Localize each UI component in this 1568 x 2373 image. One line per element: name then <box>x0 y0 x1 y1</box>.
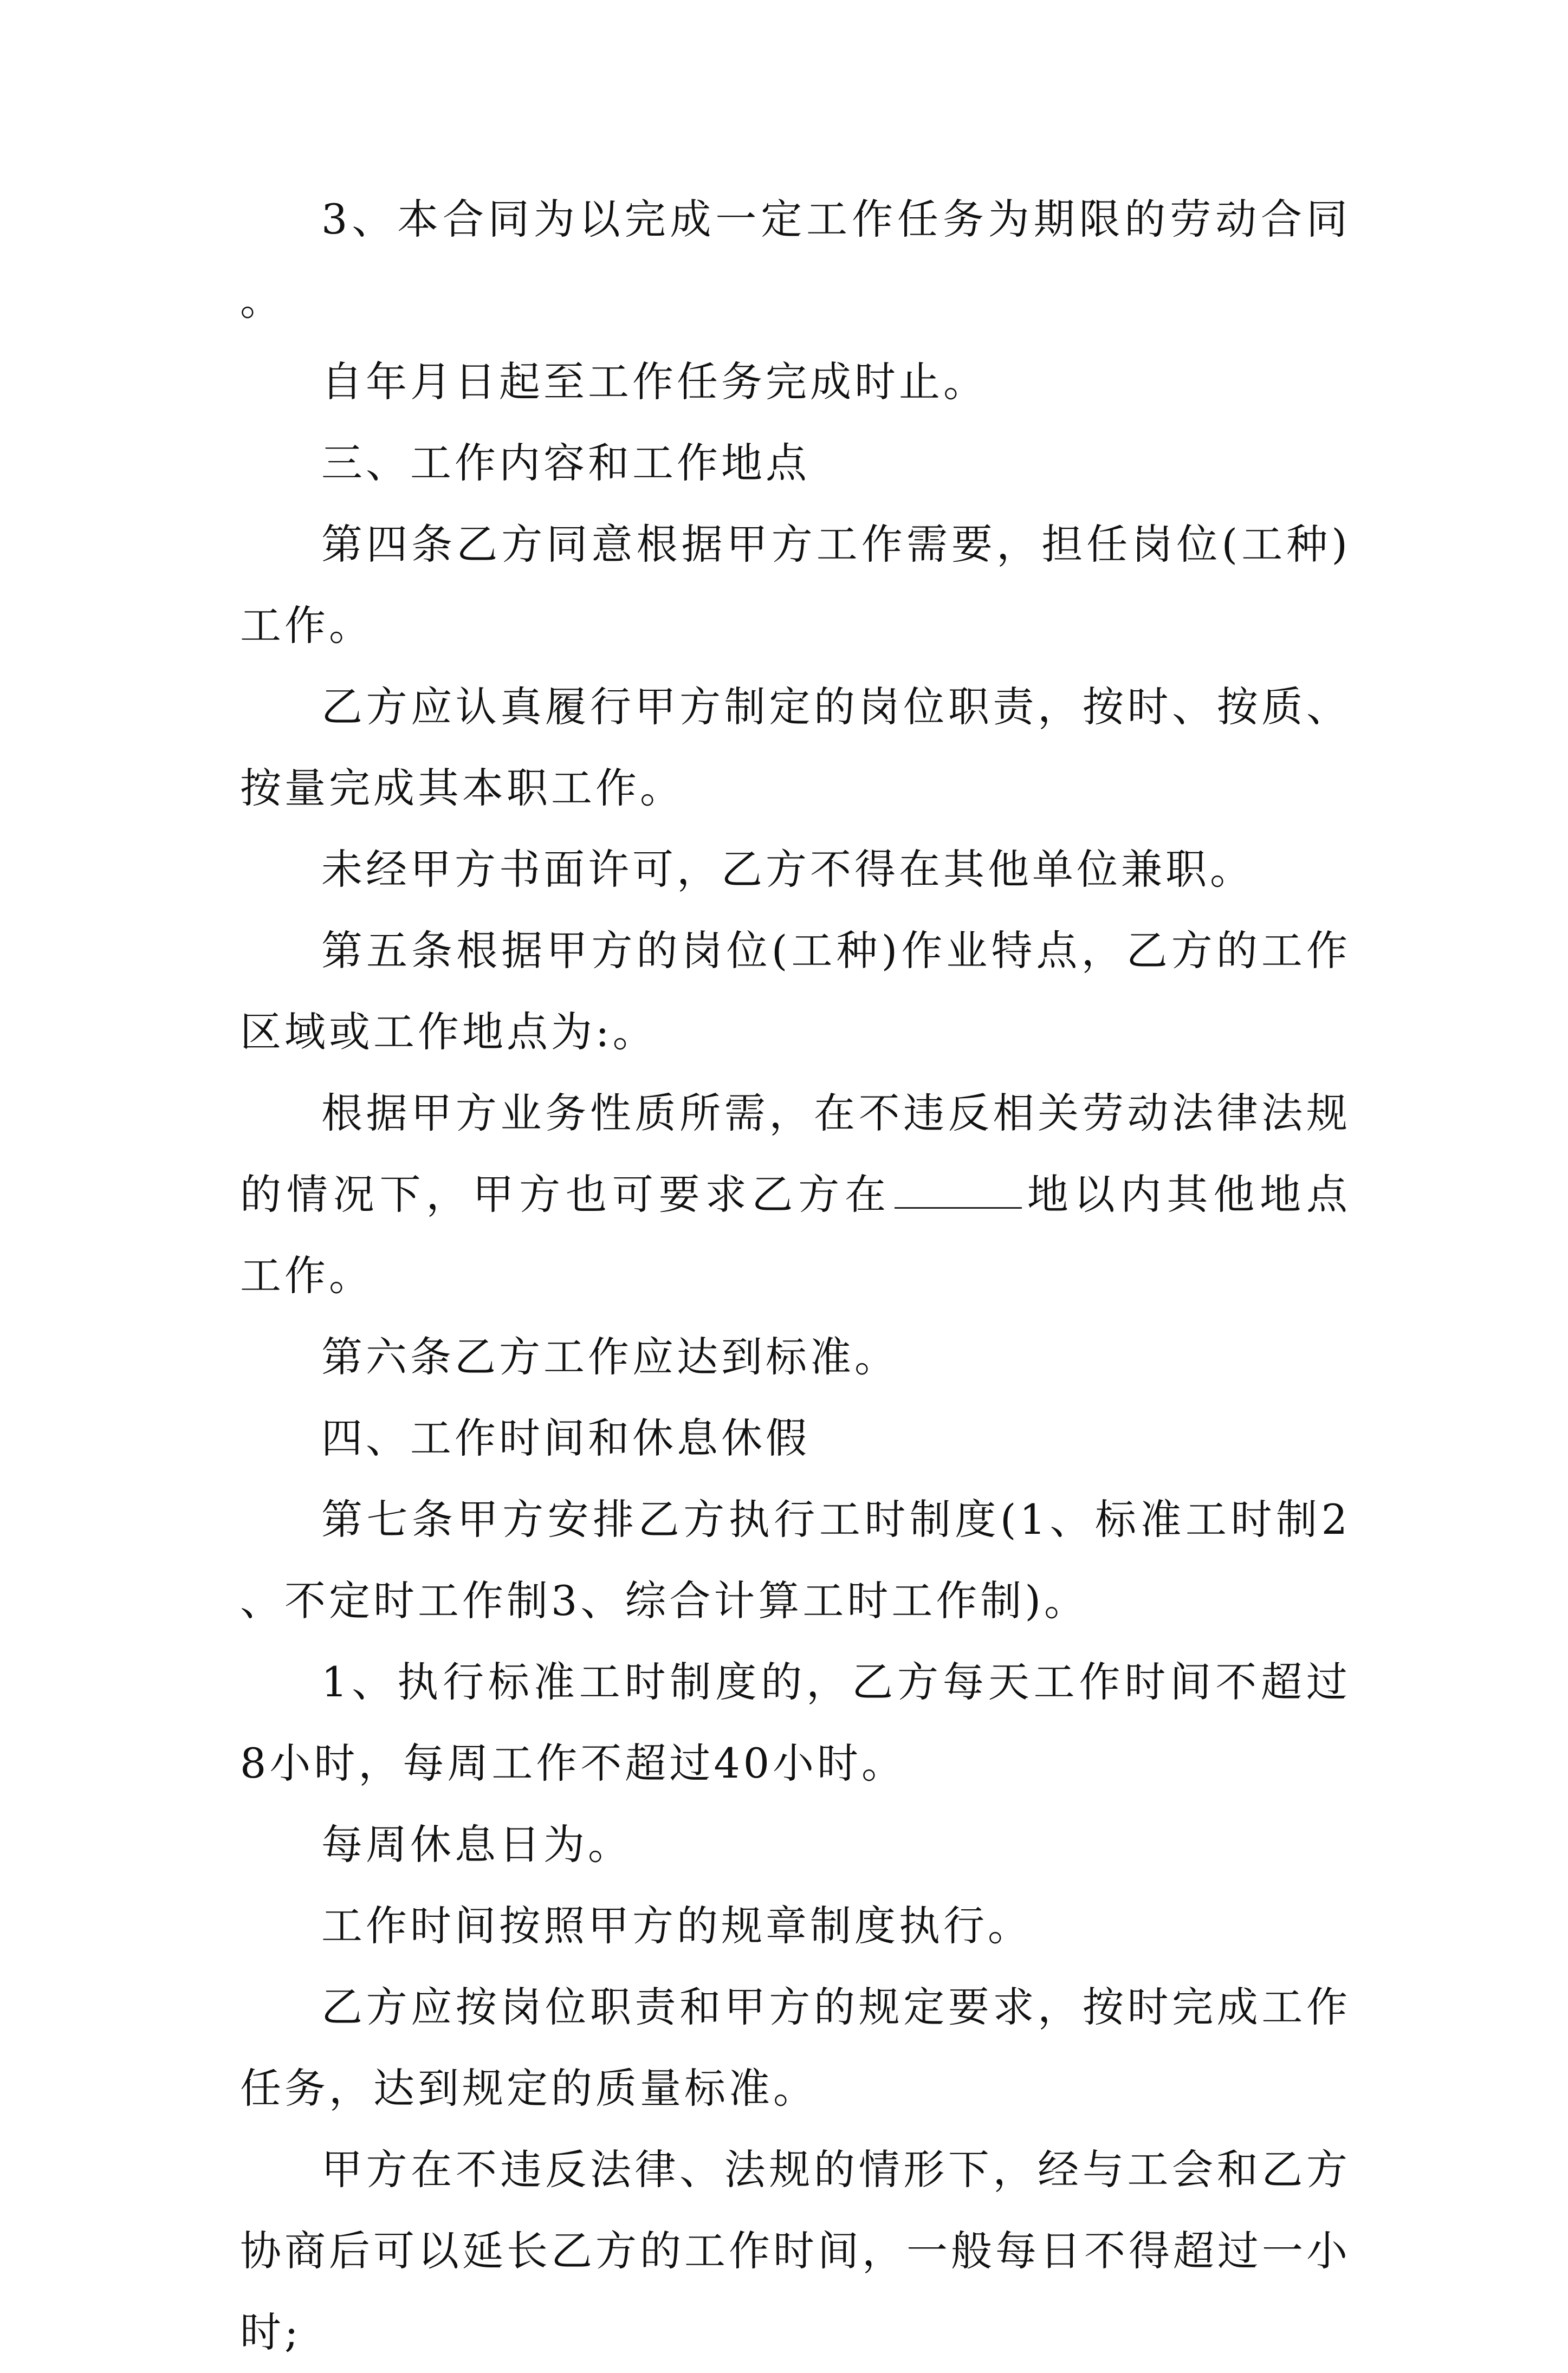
paragraph-no-moonlighting: 未经甲方书面许可，乙方不得在其他单位兼职。 <box>321 845 1254 893</box>
paragraph-contract-term: 3、本合同为以完成一定工作任务为期限的劳动合同。 <box>240 195 1351 325</box>
section-heading-work-content: 三、工作内容和工作地点 <box>321 439 810 487</box>
document-body <box>240 179 1351 2373</box>
paragraph-standard-hours: 1、执行标准工时制度的，乙方每天工作时间不超过8小时，每周工作不超过40小时。 <box>240 1658 1351 1787</box>
paragraph-start-date: 自年月日起至工作任务完成时止。 <box>321 358 988 406</box>
paragraph-overtime: 甲方在不违反法律、法规的情形下，经与工会和乙方协商后可以延长乙方的工作时间，一般每日不得超过一小时; <box>240 2145 1351 2356</box>
paragraph-article-6: 第六条乙方工作应达到标准。 <box>321 1333 899 1381</box>
paragraph-article-7: 第七条甲方安排乙方执行工时制度(1、标准工时制2、不定时工作制3、综合计算工时工作制)。 <box>240 1495 1351 1625</box>
section-heading-working-hours: 四、工作时间和休息休假 <box>321 1414 810 1462</box>
fill-in-blank-line <box>895 1207 1022 1209</box>
paragraph-other-location <box>240 1073 1351 1317</box>
paragraph-quality-standard: 乙方应按岗位职责和甲方的规定要求，按时完成工作任务，达到规定的质量标准。 <box>240 1983 1351 2112</box>
paragraph-article-5: 第五条根据甲方的岗位(工种)作业特点，乙方的工作区域或工作地点为:。 <box>240 926 1351 1056</box>
paragraph-work-rules: 工作时间按照甲方的规章制度执行。 <box>321 1902 1032 1950</box>
paragraph-rest-day: 每周休息日为。 <box>321 1820 632 1869</box>
location-text-after-blank: 地以内其他地点工作。 <box>240 1170 1351 1300</box>
location-text-before-blank: 根据甲方业务性质所需，在不违反相关劳动法律法规的情况下，甲方也可要求乙方在 <box>240 1089 1351 1218</box>
paragraph-duties: 乙方应认真履行甲方制定的岗位职责，按时、按质、按量完成其本职工作。 <box>240 683 1351 812</box>
paragraph-article-4: 第四条乙方同意根据甲方工作需要，担任岗位(工种)工作。 <box>240 520 1351 650</box>
